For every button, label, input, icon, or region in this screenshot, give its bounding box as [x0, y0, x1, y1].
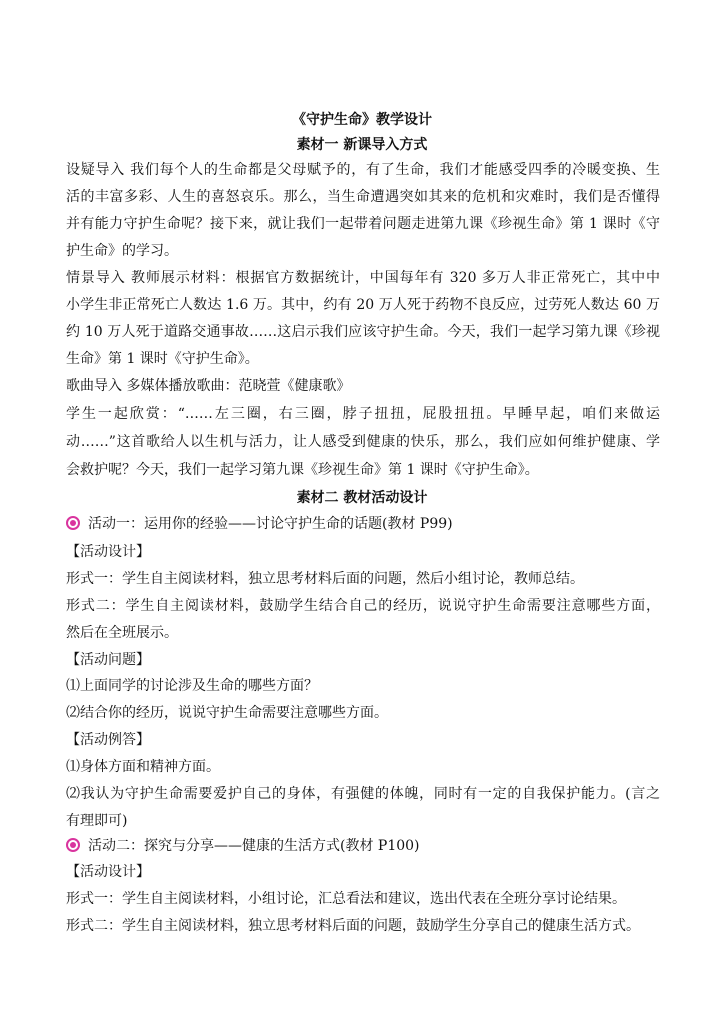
- paragraph-line: 形式一：学生自主阅读材料，独立思考材料后面的问题，然后小组讨论，教师总结。: [66, 571, 584, 587]
- circle-bullet-icon: [66, 516, 80, 530]
- paragraph-line: 设疑导入 我们每个人的生命都是父母赋予的，有了生命，我们才能感受四季的冷暖变换、生: [66, 162, 660, 178]
- paragraph-line: 活的丰富多彩、人生的喜怒哀乐。那么，当生命遭遇突如其来的危机和灾难时，我们是否懂得: [66, 189, 660, 205]
- paragraph-line: 然后在全班展示。: [66, 625, 178, 641]
- paragraph-line: 生命》第 1 课时《守护生命》。: [66, 351, 259, 367]
- activity-2-label: 活动二：探究与分享——健康的生活方式(教材 P100): [88, 838, 420, 854]
- paragraph-line: 【活动问题】: [66, 652, 150, 668]
- activity-heading: [66, 514, 660, 534]
- paragraph-line: 护生命》的学习。: [66, 243, 178, 259]
- paragraph-line: 【活动设计】: [66, 864, 150, 880]
- section-heading-2: 素材二 教材活动设计: [296, 490, 428, 506]
- activity-1-label: 活动一：运用你的经验——讨论守护生命的话题(教材 P99): [88, 516, 453, 532]
- paragraph-line: 学生一起欣赏：“……左三圈，右三圈，脖子扭扭，屁股扭扭。早睡早起，咱们来做运: [66, 406, 660, 422]
- document-title: 《守护生命》教学设计: [292, 112, 432, 128]
- paragraph-line: ⑵结合你的经历，说说守护生命需要注意哪些方面。: [66, 705, 388, 721]
- paragraph-line: 情景导入 教师展示材料：根据官方数据统计，中国每年有 320 多万人非正常死亡，其中中: [66, 270, 660, 286]
- paragraph-line: 有理即可): [66, 813, 128, 829]
- paragraph-line: 会救护呢？今天，我们一起学习第九课《珍视生命》第 1 课时《守护生命》。: [66, 462, 539, 478]
- paragraph-line: 【活动设计】: [66, 544, 150, 560]
- paragraph-line: 【活动例答】: [66, 732, 150, 748]
- paragraph-line: 约 10 万人死于道路交通事故……这启示我们应该守护生命。今天，我们一起学习第九课《珍视: [66, 324, 660, 340]
- paragraph-line: ⑴上面同学的讨论涉及生命的哪些方面？: [66, 678, 318, 694]
- section-heading-1: 素材一 新课导入方式: [296, 137, 428, 153]
- paragraph-line: 形式二：学生自主阅读材料，鼓励学生结合自己的经历，说说守护生命需要注意哪些方面，: [66, 598, 660, 614]
- paragraph-line: 歌曲导入 多媒体播放歌曲：范晓萱《健康歌》: [66, 378, 351, 394]
- paragraph-line: ⑵我认为守护生命需要爱护自己的身体，有强健的体魄，同时有一定的自我保护能力。(言之: [66, 786, 660, 802]
- paragraph-line: 小学生非正常死亡人数达 1.6 万。其中，约有 20 万人死于药物不良反应，过劳死人数达 60 万: [66, 297, 660, 313]
- paragraph-line: ⑴身体方面和精神方面。: [66, 759, 220, 775]
- paragraph-line: 形式一：学生自主阅读材料，小组讨论，汇总看法和建议，选出代表在全班分享讨论结果。: [66, 891, 626, 907]
- circle-bullet-icon: [66, 838, 80, 852]
- paragraph-line: 并有能力守护生命呢？接下来，就让我们一起带着问题走进第九课《珍视生命》第 1 课时《守: [66, 216, 660, 232]
- activity-heading: [66, 836, 660, 856]
- paragraph-line: 动……”这首歌给人以生机与活力，让人感受到健康的快乐，那么，我们应如何维护健康、学: [66, 434, 660, 450]
- paragraph-line: 形式二：学生自主阅读材料，独立思考材料后面的问题，鼓励学生分享自己的健康生活方式。: [66, 918, 640, 934]
